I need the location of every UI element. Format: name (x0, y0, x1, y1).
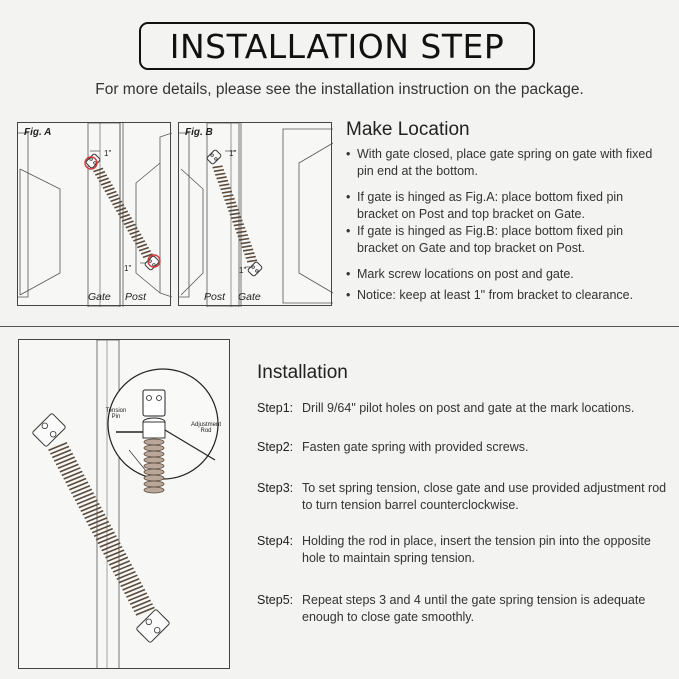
spring-coil (215, 173, 225, 175)
step-text: Holding the rod in place, insert the tension pin into the opposite hole to maintain spring tension. (302, 534, 651, 565)
spring-coil (128, 593, 147, 601)
screw-hole (94, 162, 97, 165)
spring-coil (231, 217, 241, 219)
step-row (257, 533, 667, 567)
callout-coil (144, 445, 164, 451)
spring-coil (242, 246, 252, 248)
spring-coil (97, 175, 107, 178)
callout-coil (144, 439, 164, 445)
figure-b-label: Fig. B (185, 127, 213, 138)
spring-coil (111, 198, 121, 201)
screw-hole (215, 158, 218, 161)
figure-b-caption-gate: Gate (238, 291, 261, 303)
callout-coil (144, 481, 164, 487)
step-label: Step4: (257, 534, 294, 548)
spring-coil (67, 479, 86, 487)
spring-coil (126, 590, 145, 598)
spring-coil (71, 486, 90, 494)
spring-coil (119, 575, 138, 583)
step-label: Step5: (257, 593, 294, 607)
page-title: INSTALLATION STEP (139, 22, 535, 70)
adjustment-rod-label: Adjustment Rod (190, 422, 221, 434)
spring-coil (130, 597, 149, 605)
spring-coil (58, 461, 77, 469)
step-text: To set spring tension, close gate and use provided adjustment rod to turn tension barrel counterclockwise. (302, 481, 667, 512)
spring-coil (109, 557, 128, 565)
spring-coil (132, 600, 151, 608)
spring-coil (141, 251, 151, 254)
spring-coil (77, 496, 96, 504)
spring-bracket (32, 413, 66, 447)
screw-hole (252, 266, 255, 269)
spring-coil (234, 224, 244, 226)
spring-coil (223, 195, 233, 197)
installation-figure (18, 339, 230, 669)
spring-coil (124, 221, 134, 224)
make-location-list (346, 146, 666, 313)
step-row (257, 439, 667, 456)
spring-coil (83, 507, 102, 515)
spring-coil (120, 215, 130, 218)
spring-coil (102, 543, 121, 551)
screw-hole (90, 158, 93, 161)
page-subtitle: For more details, please see the installation instruction on the package. (95, 81, 584, 98)
spring-coil (124, 586, 143, 594)
callout-coil (144, 451, 164, 457)
tension-pin-label: Tension Pin (105, 408, 127, 420)
list-item: • If gate is hinged as Fig.A: place bottom fixed pin bracket on Post and top bracket on Gate. (346, 189, 666, 222)
spring-coil (111, 561, 130, 569)
screw-hole (153, 264, 156, 267)
spring-coil (52, 450, 71, 458)
figure-a-dim-bottom: 1" (124, 264, 132, 273)
spring-coil (214, 170, 224, 172)
spring-coil (69, 482, 88, 490)
figure-b-dim-top: 1" (229, 149, 237, 158)
spring-coil (236, 231, 246, 233)
spring-coil (54, 453, 73, 461)
step-text: Repeat steps 3 and 4 until the gate spring tension is adequate enough to close gate smoothly. (302, 593, 646, 624)
spring-coil (66, 475, 85, 483)
spring-coil (230, 213, 240, 215)
figure-a-label: Fig. A (24, 127, 52, 138)
figure-a-caption-gate: Gate (88, 291, 111, 303)
callout-coil (144, 487, 164, 493)
spring-coil (133, 238, 143, 241)
list-item: • Notice: keep at least 1" from bracket to clearance. (346, 287, 666, 304)
callout-coil (144, 475, 164, 481)
spring-bracket (136, 609, 170, 643)
callout-coil (144, 457, 164, 463)
spring-coil (64, 471, 83, 479)
spring-coil (218, 181, 228, 183)
spring-coil (213, 166, 223, 168)
spring-coil (121, 579, 140, 587)
spring-coil (92, 525, 111, 533)
spring-coil (139, 247, 149, 250)
screw-hole (211, 154, 214, 157)
spring-coil (243, 249, 253, 251)
screw-hole (50, 431, 56, 437)
list-item: • If gate is hinged as Fig.B: place bottom fixed pin bracket on Gate and top bracket on Post. (346, 223, 666, 256)
spring-coil (244, 253, 254, 255)
spring-coil (246, 257, 256, 259)
spring-coil (81, 504, 100, 512)
figure-b-caption-post: Post (204, 291, 226, 303)
step-label: Step2: (257, 440, 294, 454)
spring-coil (228, 210, 238, 212)
spring-coil (86, 514, 105, 522)
spring-coil (113, 564, 132, 572)
figure-a (17, 122, 171, 306)
callout-coil (144, 469, 164, 475)
make-location-heading: Make Location (346, 119, 470, 140)
spring-coil (235, 228, 245, 230)
section-divider (0, 326, 679, 327)
step-row (257, 480, 667, 514)
spring-coil (50, 446, 69, 454)
screw-hole (154, 627, 160, 633)
spring-coil (221, 188, 231, 190)
spring-coil (56, 457, 75, 465)
spring-coil (60, 464, 79, 472)
spring-coil (62, 468, 81, 476)
spring-coil (227, 206, 237, 208)
spring-coil (123, 582, 142, 590)
list-item: • With gate closed, place gate spring on gate with fixed pin end at the bottom. (346, 146, 666, 179)
callout-coil (144, 463, 164, 469)
spring-coil (99, 178, 109, 181)
spring-coil (219, 184, 229, 186)
step-text: Fasten gate spring with provided screws. (302, 440, 529, 454)
step-text: Drill 9/64" pilot holes on post and gate at the mark locations. (302, 401, 635, 415)
spring-coil (96, 532, 115, 540)
spring-coil (100, 539, 119, 547)
spring-coil (114, 205, 124, 208)
screw-hole (42, 423, 48, 429)
spring-coil (85, 511, 104, 519)
spring-coil (116, 208, 126, 211)
list-item: • Mark screw locations on post and gate. (346, 266, 666, 283)
spring-coil (217, 177, 227, 179)
step-label: Step3: (257, 481, 294, 495)
spring-coil (222, 191, 232, 193)
installation-heading: Installation (257, 362, 348, 383)
spring-coil (225, 199, 235, 201)
spring-coil (107, 191, 117, 194)
spring-coil (135, 241, 145, 244)
spring-coil (115, 568, 134, 576)
figure-a-dim-top: 1" (104, 149, 112, 158)
spring-coil (126, 224, 136, 227)
spring-coil (239, 238, 249, 240)
spring-coil (112, 201, 122, 204)
spring-coil (117, 572, 136, 580)
screw-hole (256, 270, 259, 273)
spring-coil (101, 182, 111, 185)
spring-coil (103, 185, 113, 188)
spring-coil (93, 168, 103, 171)
spring-coil (75, 493, 94, 501)
spring-coil (79, 500, 98, 508)
spring-coil (48, 443, 67, 451)
spring-bracket (247, 261, 262, 276)
screw-hole (149, 260, 152, 263)
spring-coil (107, 554, 126, 562)
figure-b (178, 122, 332, 306)
spring-coil (130, 231, 140, 234)
spring-coil (247, 260, 257, 262)
spring-bracket (144, 255, 159, 270)
figure-a-caption-post: Post (125, 291, 147, 303)
spring-coil (240, 242, 250, 244)
spring-coil (105, 550, 124, 558)
spring-coil (226, 202, 236, 204)
spring-coil (73, 489, 92, 497)
spring-coil (137, 244, 147, 247)
spring-bracket (206, 149, 221, 164)
step-row (257, 400, 667, 417)
spring-coil (109, 195, 119, 198)
spring-coil (88, 518, 107, 526)
figure-b-dim-bottom: 1" (239, 266, 247, 275)
spring-coil (105, 188, 115, 191)
spring-coil (90, 522, 109, 530)
step-label: Step1: (257, 401, 294, 415)
spring-coil (122, 218, 132, 221)
step-row (257, 592, 667, 626)
screw-hole (146, 619, 152, 625)
spring-coil (134, 604, 153, 612)
